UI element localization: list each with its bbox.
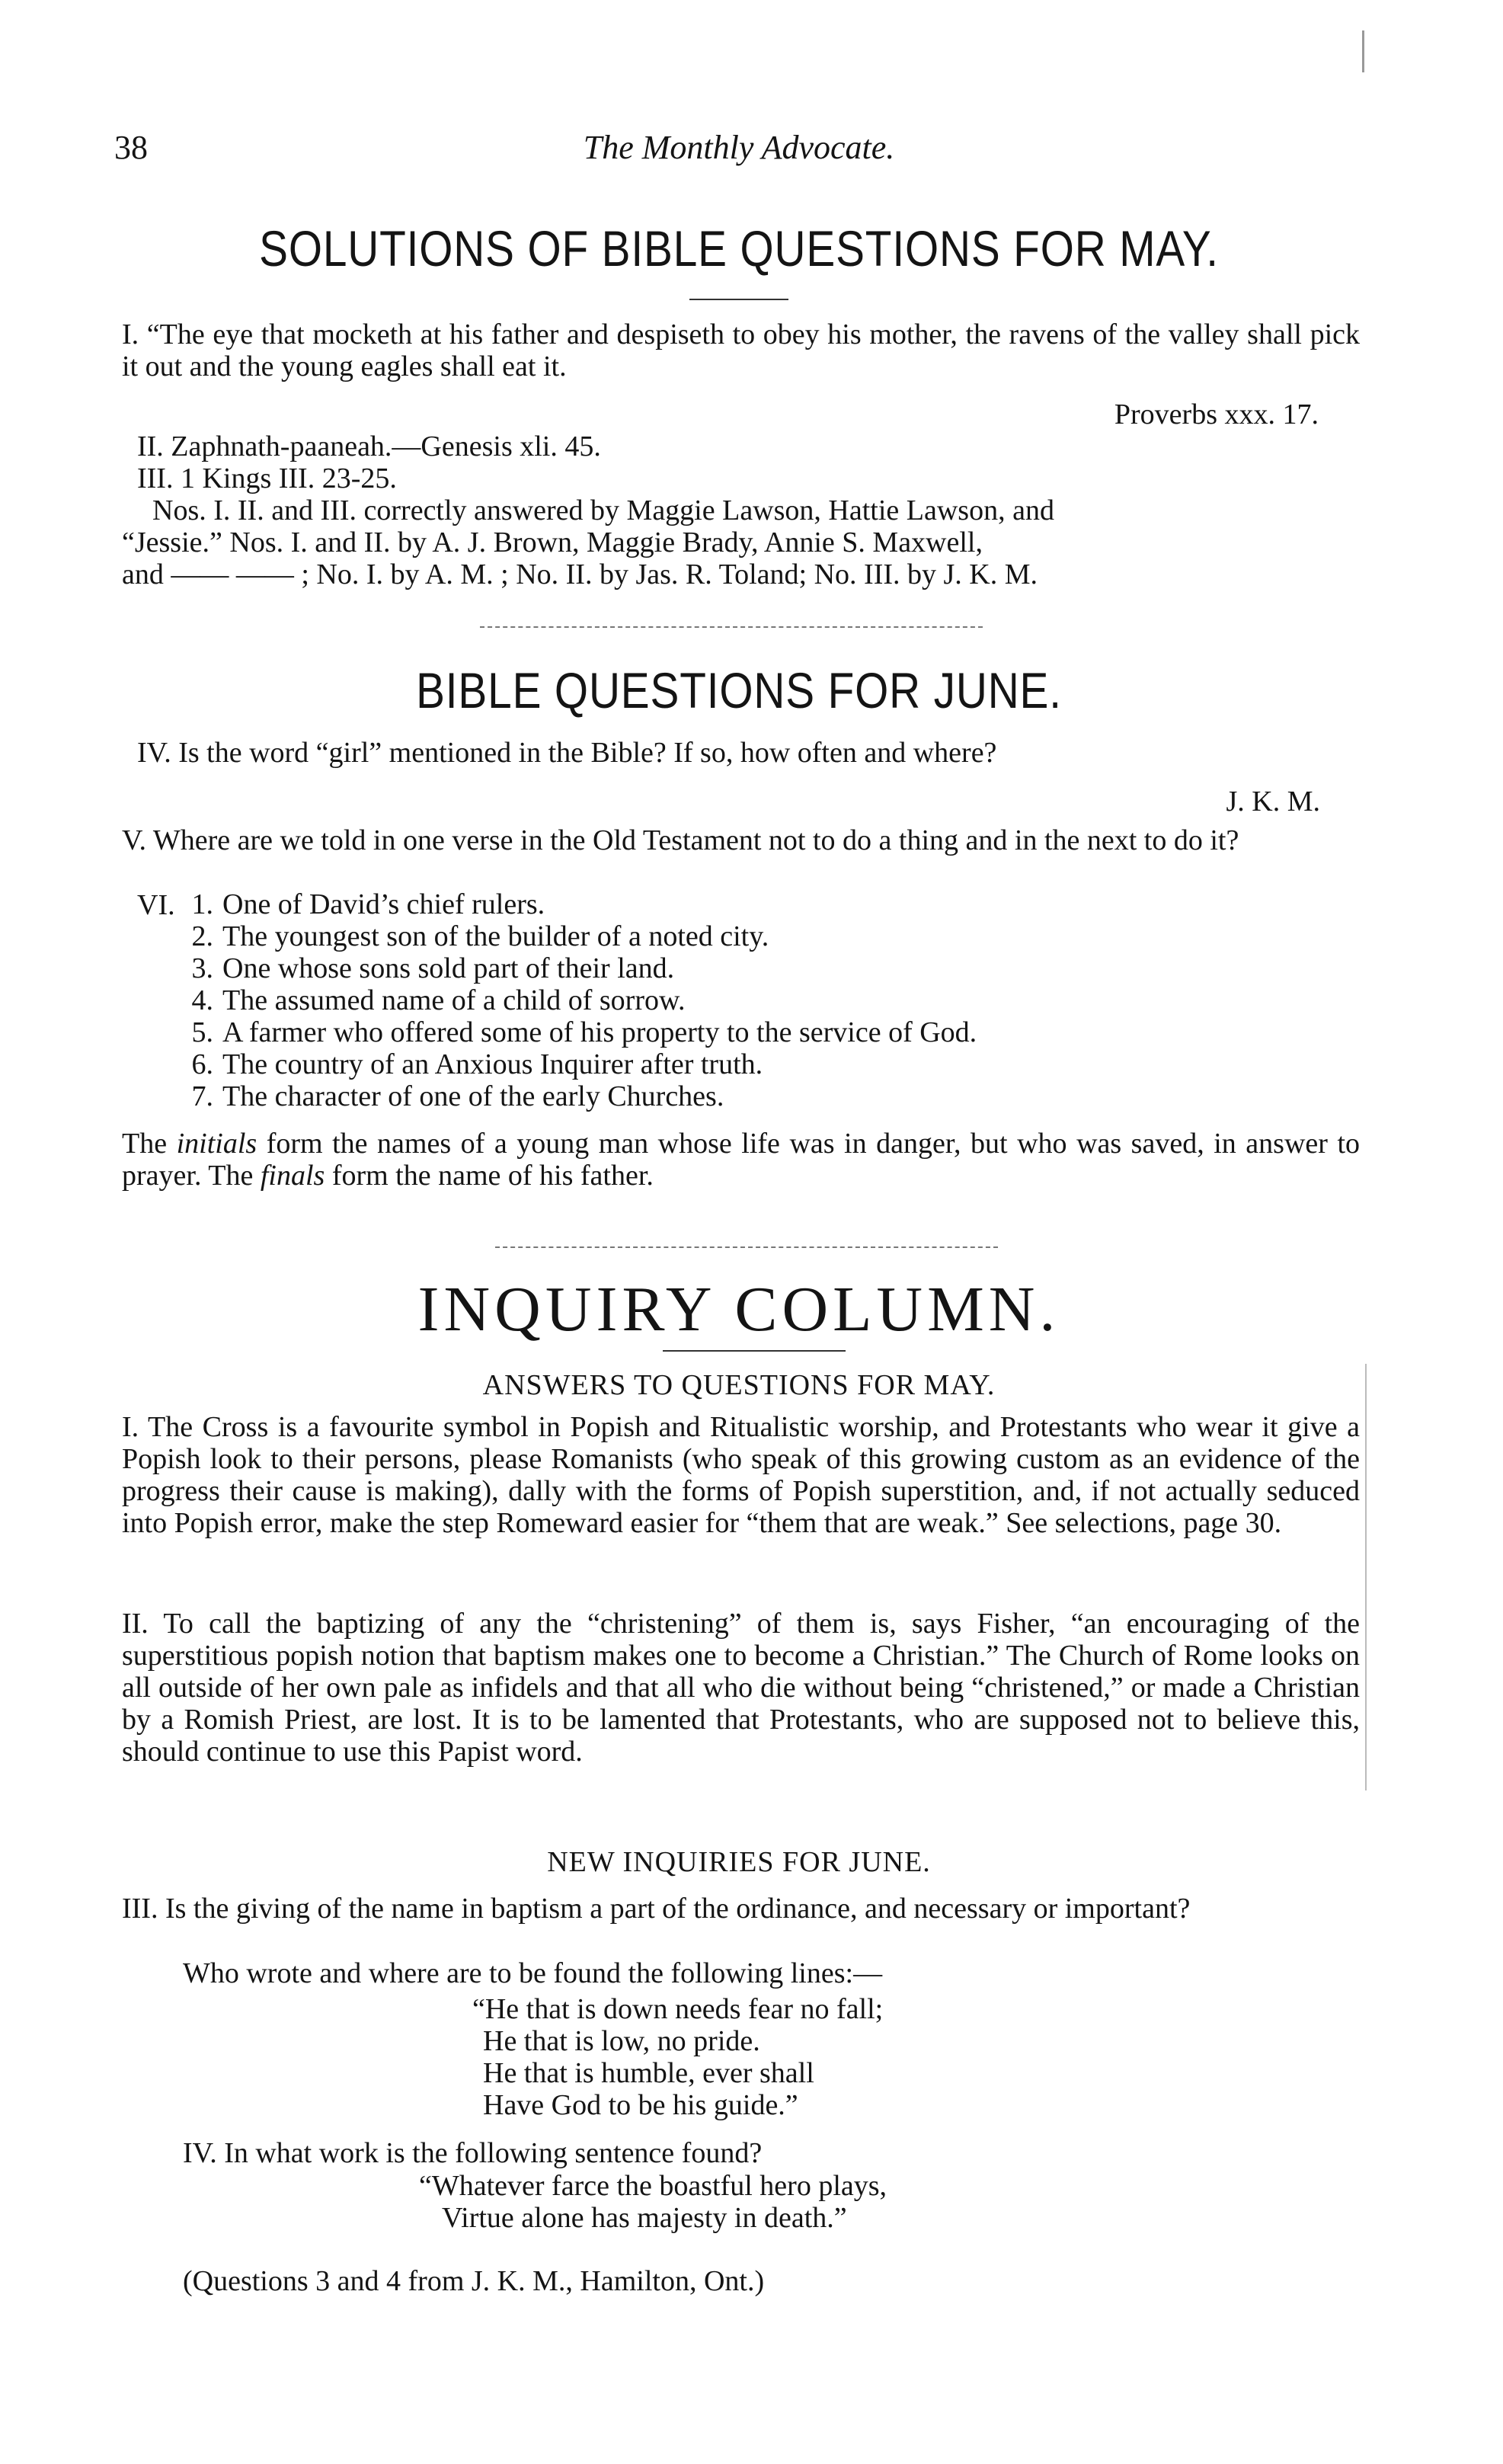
item-number: 7. (191, 1080, 213, 1112)
question-6-item (160, 984, 977, 1016)
solutions-heading: SOLUTIONS OF BIBLE QUESTIONS FOR MAY. (259, 220, 1219, 277)
item-number: 2. (191, 920, 213, 952)
poem-line: He that is low, no pride. (483, 2025, 760, 2057)
solution-answer-1: I. “The eye that mocketh at his father and despiseth to obey his mother, the ravens of the valley shall pick it out and the young eagles shall eat it. (122, 318, 1360, 382)
question-4-author: J. K. M. (1226, 786, 1320, 818)
question-5: V. Where are we told in one verse in the Old Testament not to do a thing and in the next to do it? (122, 824, 1239, 856)
question-6-item (160, 1048, 977, 1080)
poem-line: Have God to be his guide.” (483, 2089, 798, 2121)
heading-rule (663, 1350, 846, 1352)
item-text: The assumed name of a child of sorrow. (222, 984, 686, 1016)
item-text: The country of an Anxious Inquirer after truth. (222, 1048, 763, 1080)
inquiry-question-4: IV. In what work is the following sentence found? (183, 2137, 763, 2169)
inquiry-answer-1: I. The Cross is a favourite symbol in Popish and Ritualistic worship, and Protestants who wear it give a Popish look to their persons, please Romanists (who speak of this growing custom as an evidence of the progress their cause is making), dally with the forms of Popish superstition, and, if not actually seduced into Popish error, make the step Romeward easier for “them that are weak.” See selections, page 30. (122, 1411, 1360, 1539)
answers-heading: ANSWERS TO QUESTIONS FOR MAY. (482, 1369, 996, 1401)
running-header (114, 128, 1364, 181)
item-text: One of David’s chief rulers. (222, 888, 545, 920)
question-6-item (160, 1080, 977, 1112)
scan-edge-mark (1362, 30, 1364, 72)
inquiry-column-heading: INQUIRY COLUMN. (417, 1274, 1060, 1345)
new-inquiries-heading: NEW INQUIRIES FOR JUNE. (547, 1846, 931, 1878)
section-divider (480, 626, 983, 629)
item-text: The character of one of the early Churches. (222, 1080, 724, 1112)
question-6-item (160, 952, 977, 984)
finals-note-post: form the name of his father. (325, 1160, 654, 1192)
item-number: 3. (191, 952, 213, 984)
correct-answers-line-3: and —— —— ; No. I. by A. M. ; No. II. by Jas. R. Toland; No. III. by J. K. M. (122, 558, 1038, 590)
inquiry-answer-2: II. To call the baptizing of any the “christening” of them is, says Fisher, “an encouraging of the superstitious popish notion that baptism makes one to become a Christian.” The Church of Rome looks on all outside of her own pale as infidels and that all who die without being “christened,” or made a Christian by a Romish Priest, are lost. It is to be lamented that Protestants, who are supposed not to believe this, should continue to use this Papist word. (122, 1608, 1360, 1768)
item-text: A farmer who offered some of his property to the service of God. (222, 1016, 977, 1048)
question-6-item (160, 888, 977, 920)
initials-note-pre: The (122, 1128, 177, 1160)
heading-rule (689, 299, 788, 300)
item-number: 4. (191, 984, 213, 1016)
question-6-item (160, 1016, 977, 1048)
question-6-list (160, 888, 977, 1112)
item-number: 6. (191, 1048, 213, 1080)
poem-line: “He that is down needs fear no fall; (472, 1993, 884, 2025)
page-number: 38 (114, 129, 148, 166)
item-number: 5. (191, 1016, 213, 1048)
finals-word: finals (260, 1160, 325, 1192)
item-text: One whose sons sold part of their land. (222, 952, 675, 984)
inquiry-question-3: III. Is the giving of the name in baptism a part of the ordinance, and necessary or important? (122, 1893, 1191, 1925)
solution-answer-3: III. 1 Kings III. 23-25. (137, 462, 397, 494)
poem-quotation-1 (472, 1993, 883, 2121)
questions-credit: (Questions 3 and 4 from J. K. M., Hamilton, Ont.) (183, 2265, 765, 2297)
solution-answer-1-reference: Proverbs xxx. 17. (1114, 398, 1319, 430)
solution-answer-2: II. Zaphnath-paaneah.—Genesis xli. 45. (137, 430, 601, 462)
poem-line: Virtue alone has majesty in death.” (442, 2202, 847, 2234)
bible-questions-heading: BIBLE QUESTIONS FOR JUNE. (416, 662, 1062, 718)
poem-line: He that is humble, ever shall (483, 2057, 814, 2089)
poem-quotation-2 (419, 2170, 887, 2234)
question-4: IV. Is the word “girl” mentioned in the Bible? If so, how often and where? (137, 737, 997, 769)
correct-answers-line-2: “Jessie.” Nos. I. and II. by A. J. Brown, Maggie Brady, Annie S. Maxwell, (122, 526, 983, 558)
question-6-label: VI. (137, 889, 175, 921)
initials-note (122, 1128, 1360, 1192)
correct-answers-line-1: Nos. I. II. and III. correctly answered by Maggie Lawson, Hattie Lawson, and (152, 494, 1054, 526)
item-text: The youngest son of the builder of a noted city. (222, 920, 769, 952)
inquiry-question-3-followup: Who wrote and where are to be found the following lines:— (183, 1957, 883, 1989)
initials-word: initials (176, 1128, 257, 1160)
initials-note-mid: form the names of a young man whose life was in danger, but who was saved, in answer to prayer. The (122, 1128, 1361, 1192)
scan-edge-mark (1365, 1364, 1367, 1790)
question-6-item (160, 920, 977, 952)
item-number: 1. (191, 888, 213, 920)
section-divider (495, 1246, 998, 1249)
journal-title: The Monthly Advocate. (583, 129, 895, 166)
poem-line: “Whatever farce the boastful hero plays, (419, 2170, 887, 2202)
